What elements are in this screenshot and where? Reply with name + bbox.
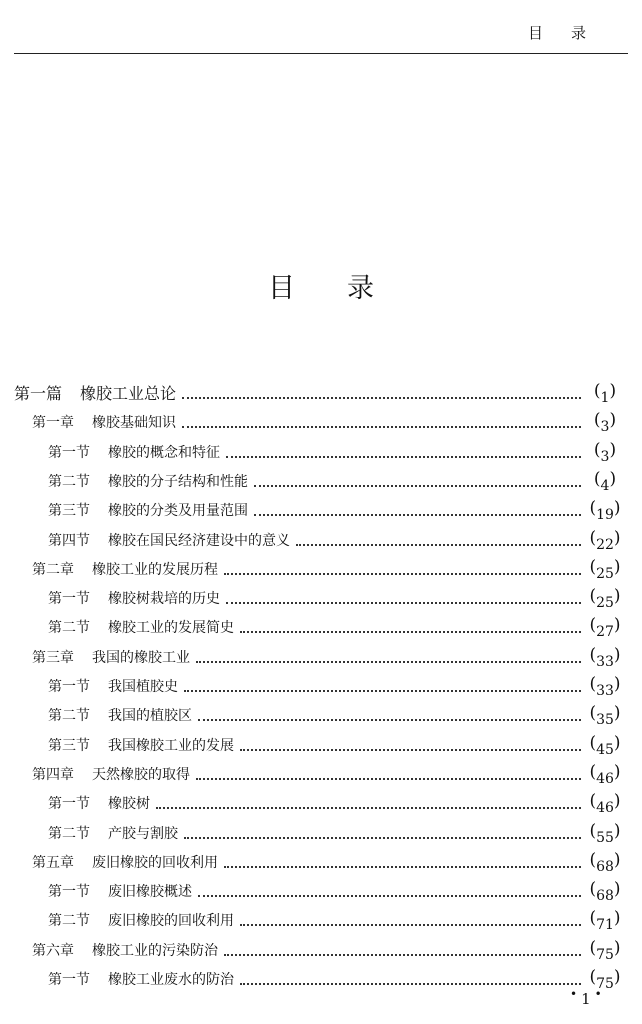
toc-dot-leader — [240, 924, 581, 926]
toc-entry-title: 废旧橡胶的回收利用 — [92, 854, 218, 871]
toc-entry-chapter[interactable] — [32, 933, 623, 963]
toc-entry-title: 橡胶树栽培的历史 — [108, 591, 220, 608]
toc-entry-label: 第一节 — [48, 796, 90, 813]
toc-entry-page-number: 25 — [596, 565, 614, 582]
toc-entry-title: 橡胶工业总论 — [80, 384, 177, 403]
toc-entry-section[interactable] — [48, 493, 623, 524]
toc-entry-page: (46) — [589, 761, 621, 787]
toc-dot-leader — [184, 690, 581, 692]
toc-entry-title: 废旧橡胶的回收利用 — [108, 913, 234, 930]
toc-entry-chapter[interactable] — [32, 405, 623, 436]
toc-entry-page: (75) — [589, 967, 621, 992]
toc-entry-page: (33) — [589, 674, 621, 699]
toc-entry-page: (68) — [589, 849, 621, 875]
toc-entry-page: (68) — [589, 879, 621, 905]
toc-entry-label: 第二节 — [48, 473, 90, 490]
toc-entry-page: (45) — [589, 732, 621, 758]
page-number-value: 1 — [581, 990, 591, 1008]
toc-dot-leader — [240, 749, 581, 751]
toc-entry-page: (25) — [589, 556, 621, 582]
toc-entry-section[interactable] — [48, 435, 623, 465]
toc-entry-title: 天然橡胶的取得 — [92, 766, 190, 783]
toc-entry-title: 我国橡胶工业的发展 — [108, 737, 234, 754]
page-title — [0, 266, 642, 305]
toc-entry-label: 第一节 — [48, 444, 90, 461]
toc-dot-leader — [196, 661, 581, 663]
toc-entry-label: 第四节 — [48, 532, 90, 549]
toc-entry-label: 第三节 — [48, 737, 90, 754]
toc-entry-page: (75) — [589, 937, 621, 963]
toc-entry-page-number: 46 — [596, 800, 614, 817]
toc-entry-title: 橡胶基础知识 — [92, 415, 176, 432]
toc-dot-leader — [224, 866, 581, 868]
toc-dot-leader — [184, 837, 581, 839]
toc-entry-label: 第三章 — [32, 649, 74, 666]
toc-entry-label: 第一节 — [48, 679, 90, 695]
toc-entry-page-number: 46 — [596, 770, 614, 787]
toc-entry-page: (3) — [593, 439, 617, 465]
toc-entry-page-number: 33 — [596, 653, 614, 670]
toc-entry-page-number: 1 — [600, 390, 610, 406]
toc-entry-section[interactable] — [48, 610, 623, 641]
header-rule — [14, 53, 628, 54]
toc-dot-leader — [198, 719, 581, 721]
running-header-right: 录 — [571, 24, 587, 42]
toc-dot-leader — [254, 514, 581, 516]
toc-entry-page-number: 55 — [596, 829, 614, 846]
toc-entry-page-number: 22 — [596, 536, 614, 553]
running-header — [528, 22, 586, 43]
toc-dot-leader — [240, 631, 581, 633]
toc-entry-section[interactable] — [48, 903, 623, 934]
toc-entry-part[interactable] — [14, 376, 623, 406]
toc-entry-page-number: 4 — [600, 477, 610, 494]
toc-entry-label: 第二节 — [48, 620, 90, 637]
toc-entry-title: 橡胶工业的发展简史 — [108, 620, 234, 637]
toc-entry-title: 橡胶工业的污染防治 — [92, 942, 218, 959]
toc-entry-title: 橡胶树 — [108, 796, 150, 813]
toc-entry-page-number: 68 — [596, 888, 614, 905]
toc-dot-leader — [226, 456, 581, 458]
toc-entry-title: 我国的植胶区 — [108, 708, 192, 725]
toc-entry-page-number: 68 — [596, 858, 614, 875]
toc-dot-leader — [296, 544, 581, 546]
toc-entry-page-number: 75 — [596, 946, 614, 963]
toc-entry-section[interactable] — [48, 464, 623, 494]
toc-entry-label: 第二节 — [48, 825, 90, 842]
toc-entry-page: (25) — [589, 586, 621, 612]
toc-entry-title: 我国的橡胶工业 — [92, 649, 190, 666]
toc-entry-page: (3) — [593, 410, 617, 436]
toc-entry-page: (22) — [589, 527, 621, 553]
toc-entry-chapter[interactable] — [32, 845, 623, 875]
toc-entry-label: 第六章 — [32, 942, 74, 959]
toc-entry-page-number: 19 — [596, 507, 614, 524]
toc-entry-section[interactable] — [48, 698, 623, 729]
toc-entry-page: (33) — [589, 644, 621, 670]
toc-entry-title: 产胶与割胶 — [108, 825, 178, 842]
toc-entry-page-number: 33 — [596, 683, 614, 699]
toc-entry-section[interactable] — [48, 816, 623, 846]
toc-entry-label: 第一节 — [48, 591, 90, 608]
toc-dot-leader — [198, 895, 581, 897]
toc-entry-title: 橡胶工业的发展历程 — [92, 561, 218, 578]
page-title-left: 目 — [268, 273, 295, 304]
toc-entry-title: 橡胶在国民经济建设中的意义 — [108, 532, 290, 549]
toc-entry-page: (35) — [589, 703, 621, 729]
toc-entry-label: 第二节 — [48, 708, 90, 725]
toc-dot-leader — [240, 983, 581, 985]
toc-entry-section[interactable] — [48, 523, 623, 553]
toc-entry-page: (71) — [589, 908, 621, 934]
toc-entry-page-number: 3 — [600, 419, 610, 436]
toc-entry-page: (1) — [593, 381, 617, 406]
toc-entry-section[interactable] — [48, 728, 623, 758]
toc-entry-chapter[interactable] — [32, 552, 623, 582]
toc-dot-leader — [156, 807, 581, 809]
running-header-left: 目 — [528, 24, 544, 42]
toc-entry-chapter[interactable] — [32, 640, 623, 670]
toc-entry-page-number: 35 — [596, 712, 614, 729]
toc-entry-page-number: 3 — [600, 448, 610, 465]
toc-entry-title: 橡胶的分子结构和性能 — [108, 473, 248, 490]
toc-dot-leader — [224, 954, 581, 956]
toc-dot-leader — [224, 573, 581, 575]
page-number: • 1 • — [570, 987, 602, 1008]
toc-entry-page-number: 45 — [596, 741, 614, 758]
toc-entry-label: 第一章 — [32, 415, 74, 432]
page-title-right: 录 — [347, 273, 374, 304]
toc-entry-label: 第四章 — [32, 766, 74, 783]
toc-entry-section[interactable] — [48, 669, 623, 699]
toc-entry-label: 第一节 — [48, 884, 90, 901]
toc-entry-title: 废旧橡胶概述 — [108, 884, 192, 901]
toc-dot-leader — [182, 397, 581, 399]
toc-entry-page-number: 71 — [596, 917, 614, 934]
toc-entry-title: 橡胶工业废水的防治 — [108, 972, 234, 988]
toc-entry-label: 第二节 — [48, 913, 90, 930]
toc-entry-page: (27) — [589, 615, 621, 641]
toc-entry-page: (19) — [589, 498, 621, 524]
toc-entry-page-number: 25 — [596, 595, 614, 612]
toc-dot-leader — [254, 485, 581, 487]
toc-entry-page: (55) — [589, 820, 621, 846]
toc-entry-label: 第二章 — [32, 561, 74, 578]
toc-entry-label: 第一篇 — [14, 384, 63, 403]
toc-entry-page: (4) — [593, 468, 617, 494]
toc-dot-leader — [196, 778, 581, 780]
toc-entry-page: (46) — [589, 791, 621, 817]
toc-entry-page-number: 75 — [596, 976, 614, 992]
toc-entry-chapter[interactable] — [32, 757, 623, 787]
toc-entry-page-number: 27 — [596, 624, 614, 641]
toc-entry-label: 第三节 — [48, 503, 90, 520]
toc-entry-section[interactable] — [48, 786, 623, 817]
toc-entry-label: 第一节 — [48, 972, 90, 988]
toc-entry-title: 橡胶的分类及用量范围 — [108, 503, 248, 520]
toc-dot-leader — [226, 602, 581, 604]
toc-entry-title: 我国植胶史 — [108, 679, 178, 695]
toc-entry-section[interactable] — [48, 874, 623, 905]
toc-entry-section[interactable] — [48, 962, 623, 992]
toc-entry-title: 橡胶的概念和特征 — [108, 444, 220, 461]
toc-entry-label: 第五章 — [32, 854, 74, 871]
toc-dot-leader — [182, 426, 581, 428]
toc-entry-section[interactable] — [48, 581, 623, 612]
